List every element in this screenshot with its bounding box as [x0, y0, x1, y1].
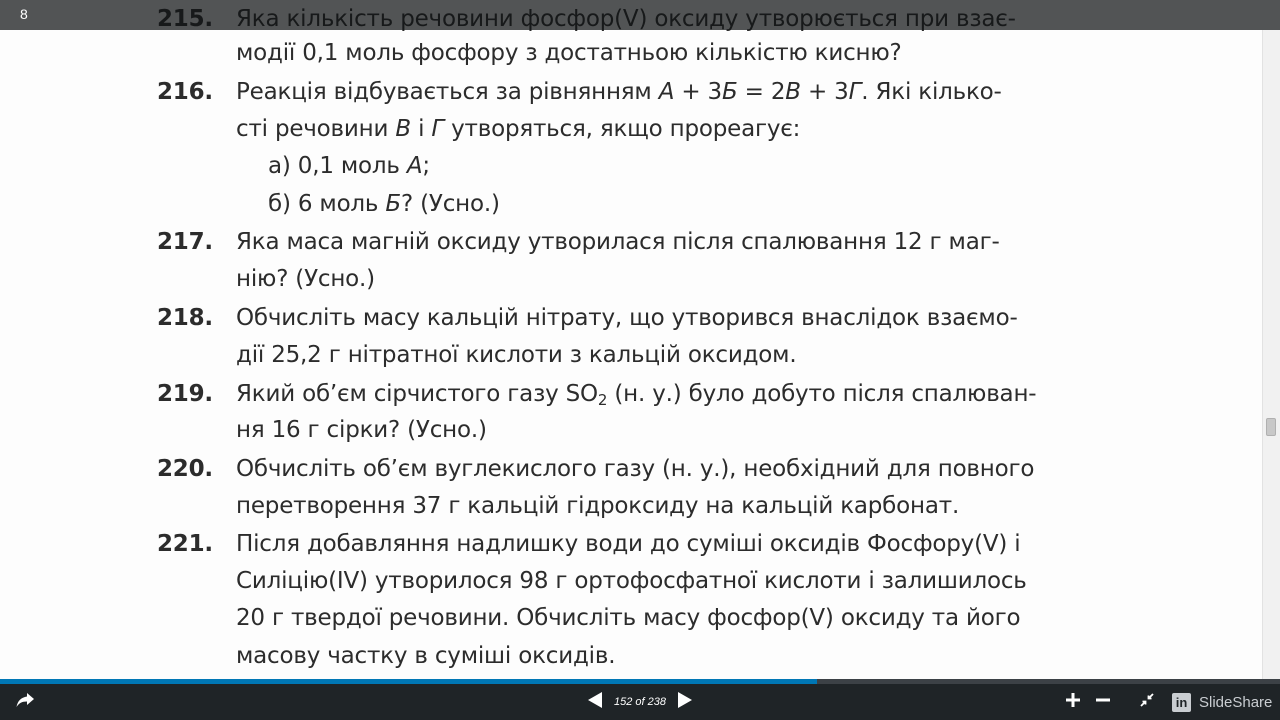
scrollbar-thumb[interactable] [1266, 418, 1276, 436]
text-part: + 3 [800, 79, 849, 105]
next-slide-button[interactable] [672, 684, 698, 720]
problem-text-line: Обчисліть об’єм вуглекислого газу (н. у.), необхідний для повного [236, 456, 1035, 482]
slide-number: 8 [20, 6, 28, 22]
problem-number: 218. [157, 305, 213, 331]
text-part: + 3 [674, 79, 722, 105]
variable-g: Г [848, 79, 862, 105]
variable-v: В [395, 116, 411, 142]
vertical-scrollbar[interactable] [1262, 30, 1280, 683]
problem-text-line: Силіцію(IV) утворилося 98 г ортофосфатної кислоти і залишилось [236, 568, 1027, 594]
option-text [268, 149, 430, 183]
problem-text-line: Яка маса магній оксиду утворилася після спалювання 12 г маг- [236, 229, 1000, 255]
variable-g: Г [431, 116, 444, 142]
text-part: = 2 [737, 79, 786, 105]
problem-text-line: модії 0,1 моль фосфору з достатньою кількістю кисню? [236, 40, 902, 66]
problem-text-line: Після добавляння надлишку води до суміші оксидів Фосфору(V) і [236, 531, 1021, 557]
previous-slide-button[interactable] [582, 684, 608, 720]
triangle-left-icon [587, 691, 603, 714]
slide-number-bar [0, 0, 1280, 30]
text-part: сті речовини [236, 116, 396, 142]
text-part: ; [422, 153, 430, 179]
minus-icon [1095, 692, 1111, 713]
text-part: і [410, 116, 432, 142]
problem-number: 221. [157, 531, 213, 557]
text-part: утворяться, якщо прореагує: [444, 116, 801, 142]
text-part: б) 6 моль [268, 191, 386, 217]
variable-a: А [658, 79, 675, 105]
text-part: (н. у.) було добуто після спалюван- [607, 381, 1037, 407]
variable-b: Б [721, 79, 738, 105]
collapse-arrows-icon [1140, 693, 1154, 712]
fullscreen-button[interactable] [1136, 684, 1158, 720]
problem-text-line: масову частку в суміші оксидів. [236, 643, 616, 669]
viewer-toolbar [0, 684, 1280, 720]
linkedin-icon: in [1172, 693, 1191, 712]
text-part: Реакція відбувається за рівнянням [236, 79, 659, 105]
problem-text-line: перетворення 37 г кальцій гідроксиду на кальцій карбонат. [236, 493, 960, 519]
share-arrow-icon [15, 691, 35, 714]
problem-text-line [236, 377, 1036, 413]
problem-text-line: Обчисліть масу кальцій нітрату, що утворився внаслідок взаємо- [236, 305, 1018, 331]
share-button[interactable] [10, 684, 40, 720]
plus-icon [1065, 692, 1081, 713]
problem-text-line: 20 г твердої речовини. Обчисліть масу фосфор(V) оксиду та його [236, 605, 1021, 631]
brand-name: SlideShare [1199, 693, 1273, 711]
problem-number: 217. [157, 229, 213, 255]
text-part: а) 0,1 моль [268, 153, 407, 179]
problem-text-line: дії 25,2 г нітратної кислоти з кальцій оксидом. [236, 342, 797, 368]
problem-text-line [236, 112, 800, 146]
variable-b: Б [385, 191, 401, 217]
problem-number: 216. [157, 79, 213, 105]
text-part: ? (Усно.) [401, 191, 500, 217]
text-part: Який об’єм сірчистого газу SO [236, 381, 598, 407]
problem-text-line: нію? (Усно.) [236, 266, 375, 292]
subscript: 2 [597, 391, 608, 409]
slideshare-brand[interactable] [1172, 684, 1272, 720]
variable-a: А [406, 153, 423, 179]
text-part: . Які кілько- [861, 79, 1002, 105]
option-text [268, 187, 500, 221]
triangle-right-icon [677, 691, 693, 714]
problem-text-line [236, 75, 1002, 109]
problem-number: 220. [157, 456, 213, 482]
problem-text-line: ня 16 г сірки? (Усно.) [236, 417, 487, 443]
variable-v: В [785, 79, 801, 105]
zoom-out-button[interactable] [1092, 684, 1114, 720]
problem-number: 219. [157, 381, 213, 407]
zoom-in-button[interactable] [1062, 684, 1084, 720]
page-counter: 152 of 238 [614, 696, 666, 708]
